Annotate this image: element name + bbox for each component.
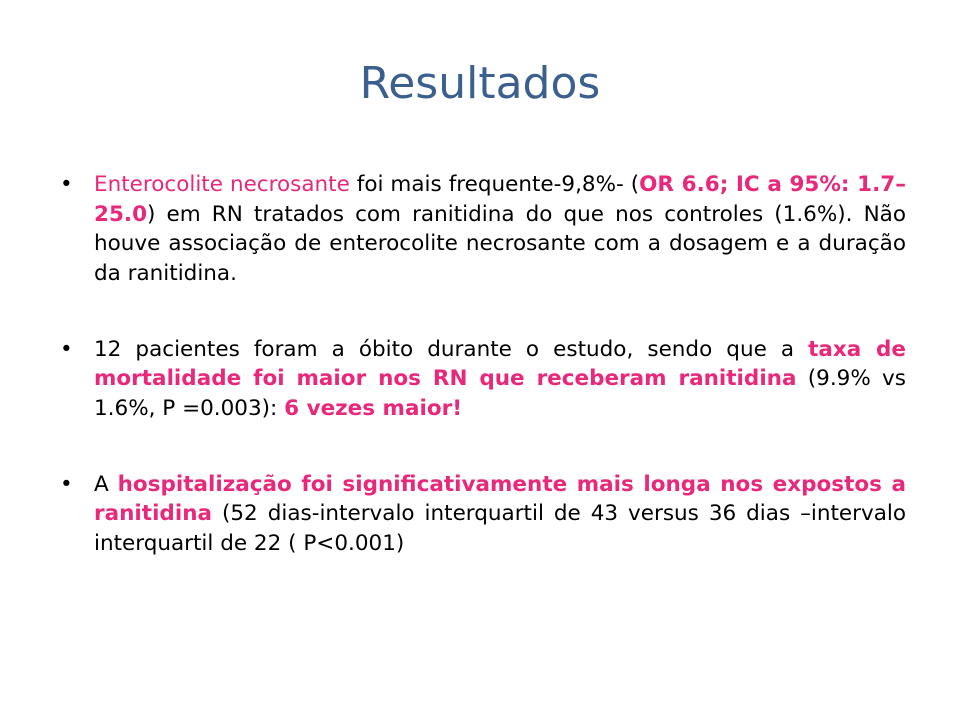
bullet-icon: • — [60, 336, 73, 362]
bullet-item-hospitalization — [60, 470, 906, 559]
text-segment: hospitalização foi significativamente mais longa nos expostos a ranitidina — [94, 471, 906, 527]
text-segment: Enterocolite necrosante — [94, 172, 350, 197]
bullet-icon: • — [60, 172, 73, 197]
text-segment: A — [94, 471, 118, 497]
text-segment: foi mais frequente-9,8%- ( — [349, 172, 640, 197]
text-segment: 12 pacientes foram a óbito durante o estudo, sendo que a — [94, 336, 809, 362]
slide-title: Resultados — [359, 58, 601, 109]
bullet-list — [60, 170, 906, 605]
text-segment: 6 vezes maior! — [284, 395, 463, 421]
text-segment: OR 6.6; IC a 95%: 1.7–25.0 — [94, 172, 906, 227]
text-segment: (9.9% vs 1.6%, P =0.003): — [94, 366, 906, 421]
text-segment: (52 dias-intervalo interquartil de 43 versus 36 dias –intervalo interquartil de 22 ( P<0.001) — [94, 501, 906, 556]
bullet-item-necrotizing-enterocolitis — [60, 170, 906, 289]
bullet-item-mortality — [60, 335, 906, 424]
bullet-icon: • — [60, 471, 73, 497]
text-segment: ) em RN tratados com ranitidina do que nos controles (1.6%). Não houve associação de enterocolite necrosante com a dosagem e a duração da ranitidina. — [94, 201, 906, 286]
text-segment: taxa de mortalidade foi maior nos RN que receberam ranitidina — [94, 336, 906, 392]
